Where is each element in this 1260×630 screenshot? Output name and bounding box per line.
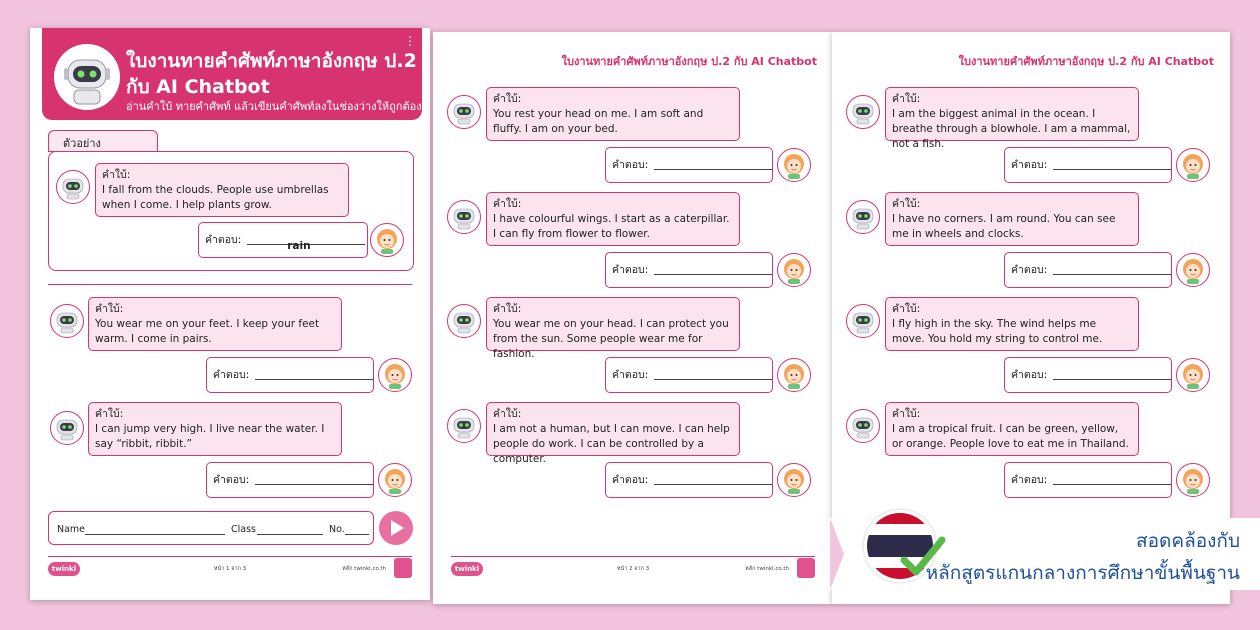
clue-label: คำใบ้: <box>95 303 124 315</box>
answer-line <box>247 232 365 252</box>
clue-text: I am the biggest animal in the ocean. I breathe through a blowhole. I am a mammal, not a fish. <box>892 108 1131 150</box>
answer-box[interactable] <box>605 252 773 288</box>
number-label: No. <box>329 524 345 535</box>
quality-badge-icon <box>394 558 412 578</box>
answer-label: คำตอบ: <box>612 264 649 276</box>
girl-avatar-icon <box>777 253 811 287</box>
clue-label: คำใบ้: <box>102 169 131 181</box>
clue-label: คำใบ้: <box>493 408 522 420</box>
student-info-bar <box>48 511 374 545</box>
instruction-text: อ่านคำใบ้ ทายคำศัพท์ แล้วเขียนคำศัพท์ลงในช่องว่างให้ถูกต้อง <box>126 100 422 113</box>
clue-bubble <box>486 297 740 360</box>
answer-label: คำตอบ: <box>1011 264 1048 276</box>
clue-text: You wear me on your head. I can protect you from the sun. Some people wear me for fashion. <box>493 318 729 360</box>
answer-box[interactable] <box>1004 147 1172 183</box>
example-answer: rain <box>287 240 311 252</box>
curriculum-badge <box>828 518 1260 590</box>
answer-label: คำตอบ: <box>1011 159 1048 171</box>
answer-line[interactable] <box>654 472 772 485</box>
clue-bubble <box>885 192 1139 246</box>
robot-avatar-icon <box>447 200 481 234</box>
girl-avatar-icon <box>777 463 811 497</box>
clue-bubble <box>486 192 740 246</box>
clue-text: I am not a human, but I can move. I can help people do work. I can be controlled by a computer. <box>493 423 730 465</box>
answer-line[interactable] <box>255 367 373 380</box>
answer-label: คำตอบ: <box>1011 369 1048 381</box>
answer-box[interactable] <box>605 357 773 393</box>
next-arrow-button[interactable] <box>379 511 413 545</box>
name-label: Name <box>57 524 86 535</box>
answer-box[interactable] <box>1004 252 1172 288</box>
answer-line[interactable] <box>654 262 772 275</box>
clue-bubble <box>486 87 740 141</box>
robot-avatar-icon <box>447 409 481 443</box>
answer-line[interactable] <box>1053 472 1171 485</box>
page-title: ใบงานทายคำศัพท์ภาษาอังกฤษ ป.2 <box>126 50 417 72</box>
number-field[interactable] <box>345 534 369 535</box>
clue-label: คำใบ้: <box>493 303 522 315</box>
answer-line[interactable] <box>654 157 772 170</box>
clue-text: I can jump very high. I live near the water. I say “ribbit, ribbit.” <box>95 423 325 450</box>
robot-avatar-icon <box>447 304 481 338</box>
page-number: หน้า 2 จาก 3 <box>616 566 650 572</box>
robot-avatar-icon <box>846 200 880 234</box>
clue-label: คำใบ้: <box>892 408 921 420</box>
more-icon[interactable]: ⋮ <box>404 34 416 48</box>
clue-label: คำใบ้: <box>493 93 522 105</box>
example-answer-box <box>198 222 368 258</box>
girl-avatar-icon <box>370 223 404 257</box>
page-header: ใบงานทายคำศัพท์ภาษาอังกฤษ ป.2 กับ AI Chatbot <box>958 55 1214 68</box>
class-label: Class <box>231 524 256 535</box>
clue-text: You wear me on your feet. I keep your feet warm. I come in pairs. <box>95 318 320 345</box>
girl-avatar-icon <box>777 148 811 182</box>
girl-avatar-icon <box>378 358 412 392</box>
name-field[interactable] <box>85 534 225 535</box>
answer-label: คำตอบ: <box>612 159 649 171</box>
answer-label: คำตอบ: <box>213 474 250 486</box>
badge-notch <box>830 518 844 590</box>
robot-avatar-icon <box>846 409 880 443</box>
arrow-right-icon <box>379 511 413 545</box>
clue-label: คำใบ้: <box>493 198 522 210</box>
badge-line-1: สอดคล้องกับ <box>1136 530 1240 552</box>
footer-divider <box>48 556 412 557</box>
answer-line[interactable] <box>1053 367 1171 380</box>
girl-avatar-icon <box>1176 148 1210 182</box>
answer-label: คำตอบ: <box>612 474 649 486</box>
robot-avatar-icon <box>846 95 880 129</box>
answer-label: คำตอบ: <box>1011 474 1048 486</box>
example-label: ตัวอย่าง <box>63 137 101 150</box>
clue-label: คำใบ้: <box>95 408 124 420</box>
girl-avatar-icon <box>1176 463 1210 497</box>
clue-label: คำใบ้: <box>892 303 921 315</box>
clue-text: You rest your head on me. I am soft and fluffy. I am on your bed. <box>493 108 704 135</box>
site-url: หลัก twinkl.co.th <box>342 566 386 572</box>
answer-line[interactable] <box>255 472 373 485</box>
site-url: หลัก twinkl.co.th <box>745 566 789 572</box>
robot-avatar-icon <box>447 95 481 129</box>
page-subtitle: กับ AI Chatbot <box>126 76 270 98</box>
worksheet-page-1 <box>30 28 430 600</box>
title-banner <box>42 28 422 120</box>
answer-line[interactable] <box>654 367 772 380</box>
clue-label: คำใบ้: <box>892 93 921 105</box>
clue-text: I fall from the clouds. People use umbrellas when I come. I help plants grow. <box>102 184 329 211</box>
robot-avatar-icon <box>846 304 880 338</box>
answer-label: คำตอบ: <box>213 369 250 381</box>
girl-avatar-icon <box>1176 358 1210 392</box>
answer-box[interactable] <box>1004 357 1172 393</box>
class-field[interactable] <box>257 534 323 535</box>
worksheet-page-2 <box>433 32 833 604</box>
clue-bubble <box>88 402 342 456</box>
answer-line[interactable] <box>1053 157 1171 170</box>
robot-avatar-icon <box>50 304 84 338</box>
clue-bubble <box>885 402 1139 456</box>
clue-bubble <box>885 297 1139 351</box>
twinkl-logo: twinkl <box>451 562 483 576</box>
clue-text: I fly high in the sky. The wind helps me move. You hold my string to control me. <box>892 318 1103 345</box>
answer-line[interactable] <box>1053 262 1171 275</box>
clue-text: I have colourful wings. I start as a caterpillar. I can fly from flower to flower. <box>493 213 730 240</box>
answer-box[interactable] <box>605 462 773 498</box>
answer-label: คำตอบ: <box>205 234 242 246</box>
clue-bubble <box>486 402 740 465</box>
footer-divider <box>451 556 815 557</box>
page-number: หน้า 1 จาก 3 <box>213 566 247 572</box>
girl-avatar-icon <box>777 358 811 392</box>
clue-text: I have no corners. I am round. You can see me in wheels and clocks. <box>892 213 1116 240</box>
clue-bubble <box>885 87 1139 150</box>
clue-label: คำใบ้: <box>892 198 921 210</box>
robot-icon <box>54 44 120 110</box>
robot-avatar-icon <box>56 170 90 204</box>
answer-box[interactable] <box>206 357 374 393</box>
quality-badge-icon <box>797 558 815 578</box>
robot-avatar-icon <box>50 411 84 445</box>
page-header: ใบงานทายคำศัพท์ภาษาอังกฤษ ป.2 กับ AI Chatbot <box>561 55 817 68</box>
clue-text: I am a tropical fruit. I can be green, yellow, or orange. People love to eat me in Thailand. <box>892 423 1129 450</box>
answer-label: คำตอบ: <box>612 369 649 381</box>
badge-line-2: หลักสูตรแกนกลางการศึกษาขั้นพื้นฐาน <box>925 562 1240 584</box>
clue-bubble <box>88 297 342 351</box>
answer-box[interactable] <box>605 147 773 183</box>
example-clue-bubble <box>95 163 349 217</box>
answer-box[interactable] <box>1004 462 1172 498</box>
section-divider <box>48 284 412 285</box>
example-tab <box>48 130 158 152</box>
girl-avatar-icon <box>378 463 412 497</box>
girl-avatar-icon <box>1176 253 1210 287</box>
answer-box[interactable] <box>206 462 374 498</box>
twinkl-logo: twinkl <box>48 562 80 576</box>
